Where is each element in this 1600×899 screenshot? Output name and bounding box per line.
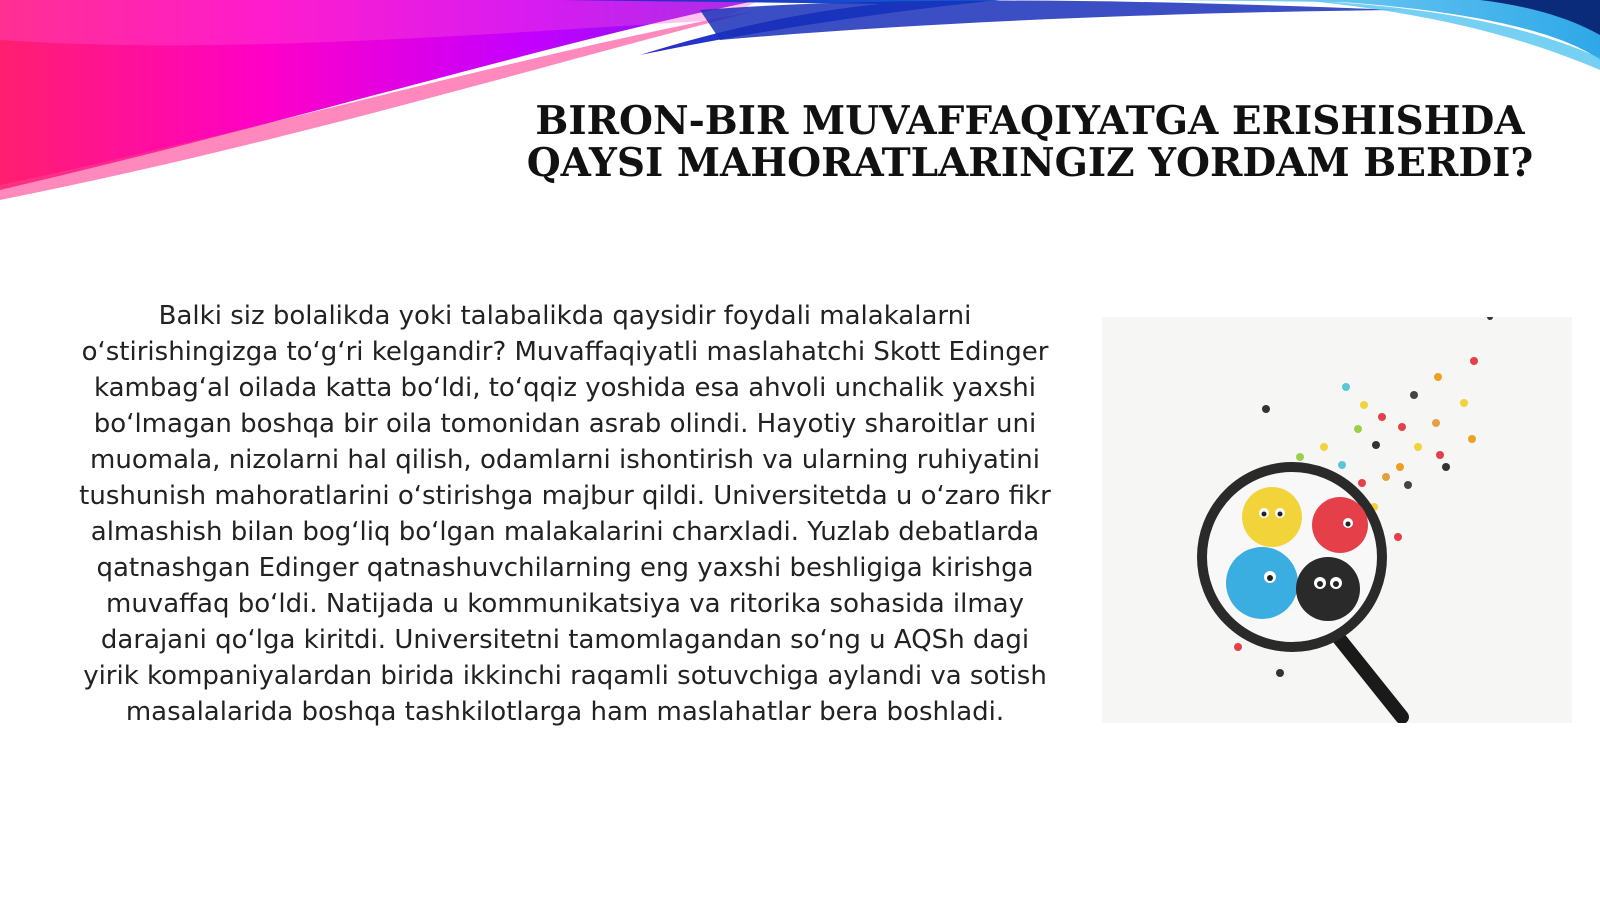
title-line-2: QAYSI MAHORATLARINGIZ YORDAM BERDI?: [526, 140, 1534, 186]
magnifying-glass-icon: [1102, 317, 1572, 723]
title-line-1: BIRON-BIR MUVAFFAQIYATGA ERISHISHDA: [535, 98, 1525, 144]
slide-body-text: Balki siz bolalikda yoki talabalikda qaysidir foydali malakalarni o‘stirishingizga to‘g‘ri kelgandir? Muvaffaqiyatli maslahatchi Skott Edinger kambag‘al oilada katta bo‘ldi, to‘qqiz yoshida esa ahvoli unchalik yaxshi bo‘lmagan boshqa bir oila tomonidan asrab olindi. Hayotiy sharoitlar uni muomala, nizolarni hal qilish, odamlarni ishontirish va ularning ruhiyatini tushunish mahoratlarini o‘stirishga majbur qildi. Universitetda u o‘zaro fikr almashish bilan bog‘liq bo‘lgan malakalarini charxladi. Yuzlab debatlarda qatnashgan Edinger qatnashuvchilarning eng yaxshi beshligiga kirishga muvaffaq bo‘ldi. Natijada u kommunikatsiya va ritorika sohasida ilmay darajani qo‘lga kiritdi. Universitetni tamomlagandan so‘ng u AQSh dagi yirik kompaniyalardan birida ikkinchi raqamli sotuvchiga aylandi va sotish masalalarida boshqa tashkilotlarga ham maslahatlar bera boshladi.: [79, 301, 1051, 727]
slide-title: [490, 100, 1570, 184]
magnifier-lens: [1202, 467, 1382, 647]
magnifying-glass-illustration: [1102, 317, 1572, 723]
